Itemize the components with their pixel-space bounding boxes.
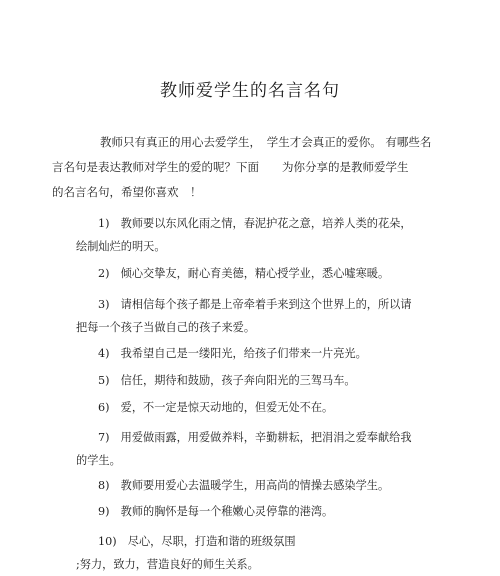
list-item (76, 293, 436, 339)
intro-line: 的名言名句，希望你喜欢 ！ (52, 185, 202, 199)
list-item (76, 369, 436, 392)
list-item-line: 4) 我希望自己是一缕阳光，给孩子们带来一片亮光。 (98, 347, 367, 360)
list-item-line: 6) 爱，不一定是惊天动地的，但爱无处不在。 (98, 401, 334, 414)
list-item-line: 5) 信任，期待和鼓励，孩子奔向阳光的三驾马车。 (98, 374, 356, 387)
list-item (76, 212, 436, 258)
list-item-line: 3) 请相信每个孩子都是上帝牵着手来到这个世界上的，所以请 (98, 298, 412, 311)
list-item-line: 9) 教师的胸怀是每一个稚嫩心灵停靠的港湾。 (98, 505, 334, 518)
list-item (76, 262, 436, 285)
intro-paragraph (52, 130, 436, 205)
list-item (76, 426, 436, 472)
list-item-line: 绘制灿烂的明天。 (76, 240, 166, 253)
list-item-line: 把每一个孩子当做自己的孩子来爱。 (76, 321, 256, 334)
list-item (76, 500, 436, 523)
intro-line: 言名句是表达教师对学生的爱的呢？下面 为你分享的是教师爱学生 (52, 160, 409, 174)
list-item-line: 的学生。 (76, 454, 121, 467)
list-item-line: 7) 用爱做雨露，用爱做养料，辛勤耕耘，把涓涓之爱奉献给我 (98, 431, 412, 444)
list-item (76, 342, 436, 365)
page-title: 教师爱学生的名言名句 (160, 81, 340, 101)
list-item (76, 474, 436, 497)
list-item-line: 8) 教师要用爱心去温暖学生，用高尚的情操去感染学生。 (98, 479, 390, 492)
intro-line: 教师只有真正的用心去爱学生， 学生才会真正的爱你。 有哪些名 (100, 135, 432, 149)
list-item (76, 396, 436, 419)
list-item-line: 2) 倾心交挚友，耐心育美德，精心授学业，悉心嘘寒暖。 (98, 267, 390, 280)
list-item-line: 10) 尽心，尽职，打造和谐的班级氛围 (98, 535, 296, 548)
list-item-line: 1) 教师要以东风化雨之情，春泥护花之意，培养人类的花朵， (98, 217, 412, 230)
list-item-line: ;努力，致力，营造良好的师生关系。 (76, 558, 259, 571)
list-item (76, 530, 436, 576)
